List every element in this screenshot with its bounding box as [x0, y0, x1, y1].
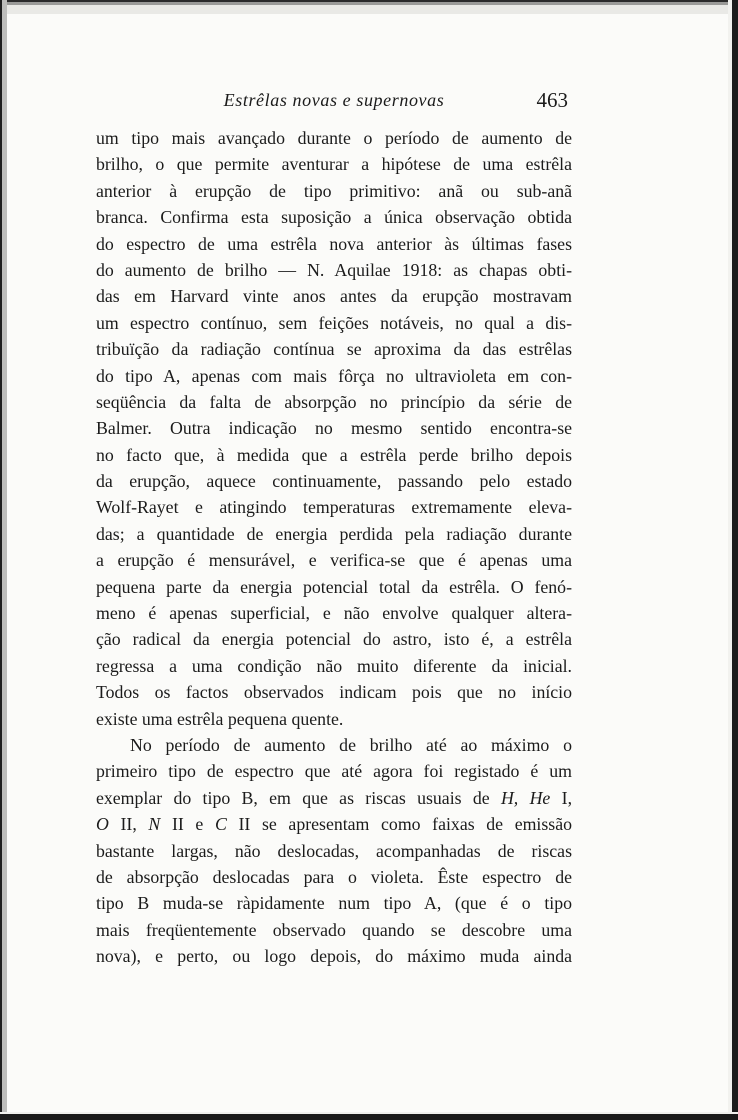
text-line: mais freqüentemente observado quando se descobre uma — [96, 919, 572, 940]
text-line: meno é apenas superficial, e não envolve qualquer altera- — [96, 603, 572, 624]
element-symbol: C — [214, 814, 227, 835]
text-line: bastante largas, não deslocadas, acompanhadas de riscas — [96, 840, 572, 861]
text-line: tipo B muda-se ràpidamente num tipo A, (que é o tipo — [96, 893, 572, 914]
text-line: a erupção é mensurável, e verifica-se que é apenas uma — [96, 550, 572, 571]
element-symbol: N — [148, 814, 161, 835]
text-line: Balmer. Outra indicação no mesmo sentido encontra-se — [96, 418, 572, 439]
scan-border-left — [0, 0, 7, 1120]
element-symbol: He — [529, 787, 551, 808]
scan-border-right — [728, 0, 738, 1120]
text-line: anterior à erupção de tipo primitivo: anã ou sub-anã — [96, 180, 572, 201]
text-line: das; a quantidade de energia perdida pela radiação durante — [96, 523, 572, 544]
running-title: Estrêlas novas e supernovas — [223, 90, 445, 110]
text-line: nova), e perto, ou logo depois, do máximo muda ainda — [96, 946, 572, 967]
text-run: exemplar do tipo B, em que as riscas usuais de — [96, 787, 501, 808]
text-line: seqüência da falta de absorpção no princípio da série de — [96, 391, 572, 412]
text-line: regressa a uma condição não muito diferente da inicial. — [96, 655, 572, 676]
text-line — [96, 811, 572, 837]
text-line: existe uma estrêla pequena quente. — [96, 708, 344, 729]
text-line: da erupção, aquece continuamente, passando pelo estado — [96, 471, 572, 492]
text-line: um tipo mais avançado durante o período de aumento de — [96, 128, 572, 148]
text-line: um espectro contínuo, sem feições notáveis, no qual a dis- — [96, 312, 572, 333]
text-run: II se apresentam como faixas de emissão — [226, 814, 572, 835]
text-line: brilho, o que permite aventurar a hipótese de uma estrêla — [96, 154, 572, 175]
text-run: I, — [550, 787, 573, 808]
text-line: do tipo A, apenas com mais fôrça no ultravioleta em con- — [96, 365, 572, 386]
text-line: do espectro de uma estrêla nova anterior às últimas fases — [96, 233, 572, 254]
page-number: 463 — [536, 88, 568, 112]
element-symbol: O — [96, 814, 109, 835]
text-line: branca. Confirma esta suposição a única observação obtida — [96, 207, 572, 228]
scan-border-top — [0, 0, 738, 14]
text-line: tribuïção da radiação contínua se aproxima da das estrêlas — [96, 339, 572, 360]
scan-border-bottom — [0, 1112, 738, 1120]
text-line: ção radical da energia potencial do astro, isto é, a estrêla — [96, 629, 572, 650]
text-line: pequena parte da energia potencial total da estrêla. O fenó- — [96, 576, 572, 597]
running-head — [96, 88, 572, 116]
body-text — [96, 125, 572, 970]
text-line: do aumento de brilho — N. Aquilae 1918: as chapas obti- — [96, 259, 572, 280]
text-line: no facto que, à medida que a estrêla perde brilho depois — [96, 444, 572, 465]
text-line: de absorpção deslocadas para o violeta. Êste espectro de — [96, 866, 572, 887]
text-line: Todos os factos observados indicam pois que no início — [96, 682, 572, 703]
text-line — [96, 785, 572, 811]
text-line: Wolf-Rayet e atingindo temperaturas extremamente eleva- — [96, 497, 572, 518]
text-line: primeiro tipo de espectro que até agora foi registado é um — [96, 761, 572, 782]
text-line: das em Harvard vinte anos antes da erupção mostravam — [96, 286, 572, 307]
text-run: II e — [160, 814, 215, 835]
text-line: No período de aumento de brilho até ao máximo o — [130, 734, 572, 755]
text-run: II, — [108, 814, 149, 835]
element-symbol: H, — [500, 787, 519, 808]
